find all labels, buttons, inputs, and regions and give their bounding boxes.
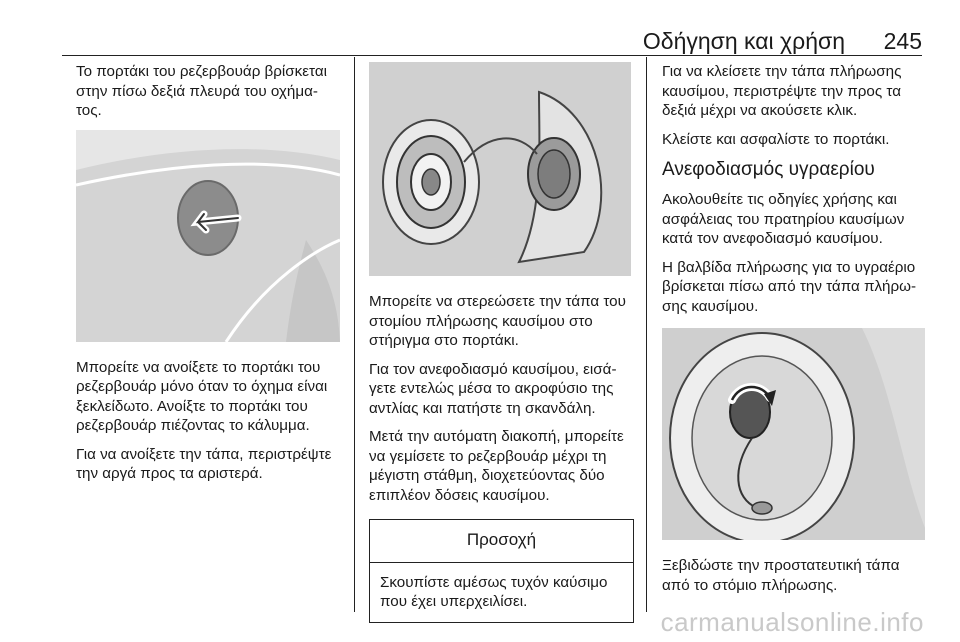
column-divider-2 <box>646 57 647 612</box>
column-3 <box>662 62 927 604</box>
paragraph: Για να κλείσετε την τάπα πλήρωσης καυσίμου, περιστρέψτε την προς τα δεξιά μέχρι να ακούσετε κλικ. <box>662 63 902 119</box>
page-number: 245 <box>883 28 922 54</box>
fuel-cap-illustration <box>369 62 631 276</box>
paragraph: Μετά την αυτόματη διακοπή, μπορείτε να γεμίσετε το ρεζερβουάρ μέχρι τη μέγιστη στάθμη, διοχετεύοντας δύο επιπλέον δόσεις καυσίμου. <box>369 428 624 504</box>
paragraph: Μπορείτε να ανοίξετε το πορτάκι του ρεζερβουάρ μόνο όταν το όχημα είναι ξεκλείδωτο. Ανοίξτε το πορτάκι του ρεζερβουάρ πιέζοντας το κάλυμμα. <box>76 358 328 434</box>
column-divider-1 <box>354 57 355 612</box>
paragraph: Μπορείτε να στερεώσετε την τάπα του στομίου πλήρωσης καυσίμου στο στήριγμα στο πορτάκι. <box>369 293 626 349</box>
lpg-valve-figure <box>662 328 925 540</box>
caution-notice <box>369 519 634 623</box>
fuel-cap-figure <box>369 62 631 276</box>
fuel-door-figure <box>76 130 340 342</box>
watermark: carmanualsonline.info <box>660 607 924 637</box>
section-heading: Ανεφοδιασμός υγραερίου <box>662 159 875 180</box>
paragraph: Ξεβιδώστε την προστατευτική τάπα από το στόμιο πλήρωσης. <box>662 557 900 594</box>
paragraph: Η βαλβίδα πλήρωσης για το υγραέριο βρίσκεται πίσω από την τάπα πλήρω-σης καυσίμου. <box>662 258 917 315</box>
header-divider <box>62 55 922 56</box>
column-1 <box>76 62 342 493</box>
paragraph: Για να ανοίξετε την τάπα, περιστρέψτε την αργά προς τα αριστερά. <box>76 445 332 482</box>
lpg-valve-illustration <box>662 328 925 540</box>
fuel-door-illustration <box>76 130 340 342</box>
caution-body: Σκουπίστε αμέσως τυχόν καύσιμο που έχει υπερχειλίσει. <box>380 573 608 610</box>
paragraph: Το πορτάκι του ρεζερβουάρ βρίσκεται στην πίσω δεξιά πλευρά του οχήμα-τος. <box>76 63 327 119</box>
column-2 <box>369 62 634 623</box>
paragraph: Ακολουθείτε τις οδηγίες χρήσης και ασφάλειας του πρατηρίου καυσίμων κατά τον ανεφοδιασμό καυσίμου. <box>662 191 905 247</box>
paragraph: Για τον ανεφοδιασμό καυσίμου, εισά-γετε εντελώς μέσα το ακροφύσιο της αντλίας και πατήστε τη σκανδάλη. <box>369 360 617 417</box>
section-title: Οδήγηση και χρήση <box>642 28 845 54</box>
caution-title: Προσοχή <box>370 520 633 563</box>
paragraph: Κλείστε και ασφαλίστε το πορτάκι. <box>662 130 890 148</box>
